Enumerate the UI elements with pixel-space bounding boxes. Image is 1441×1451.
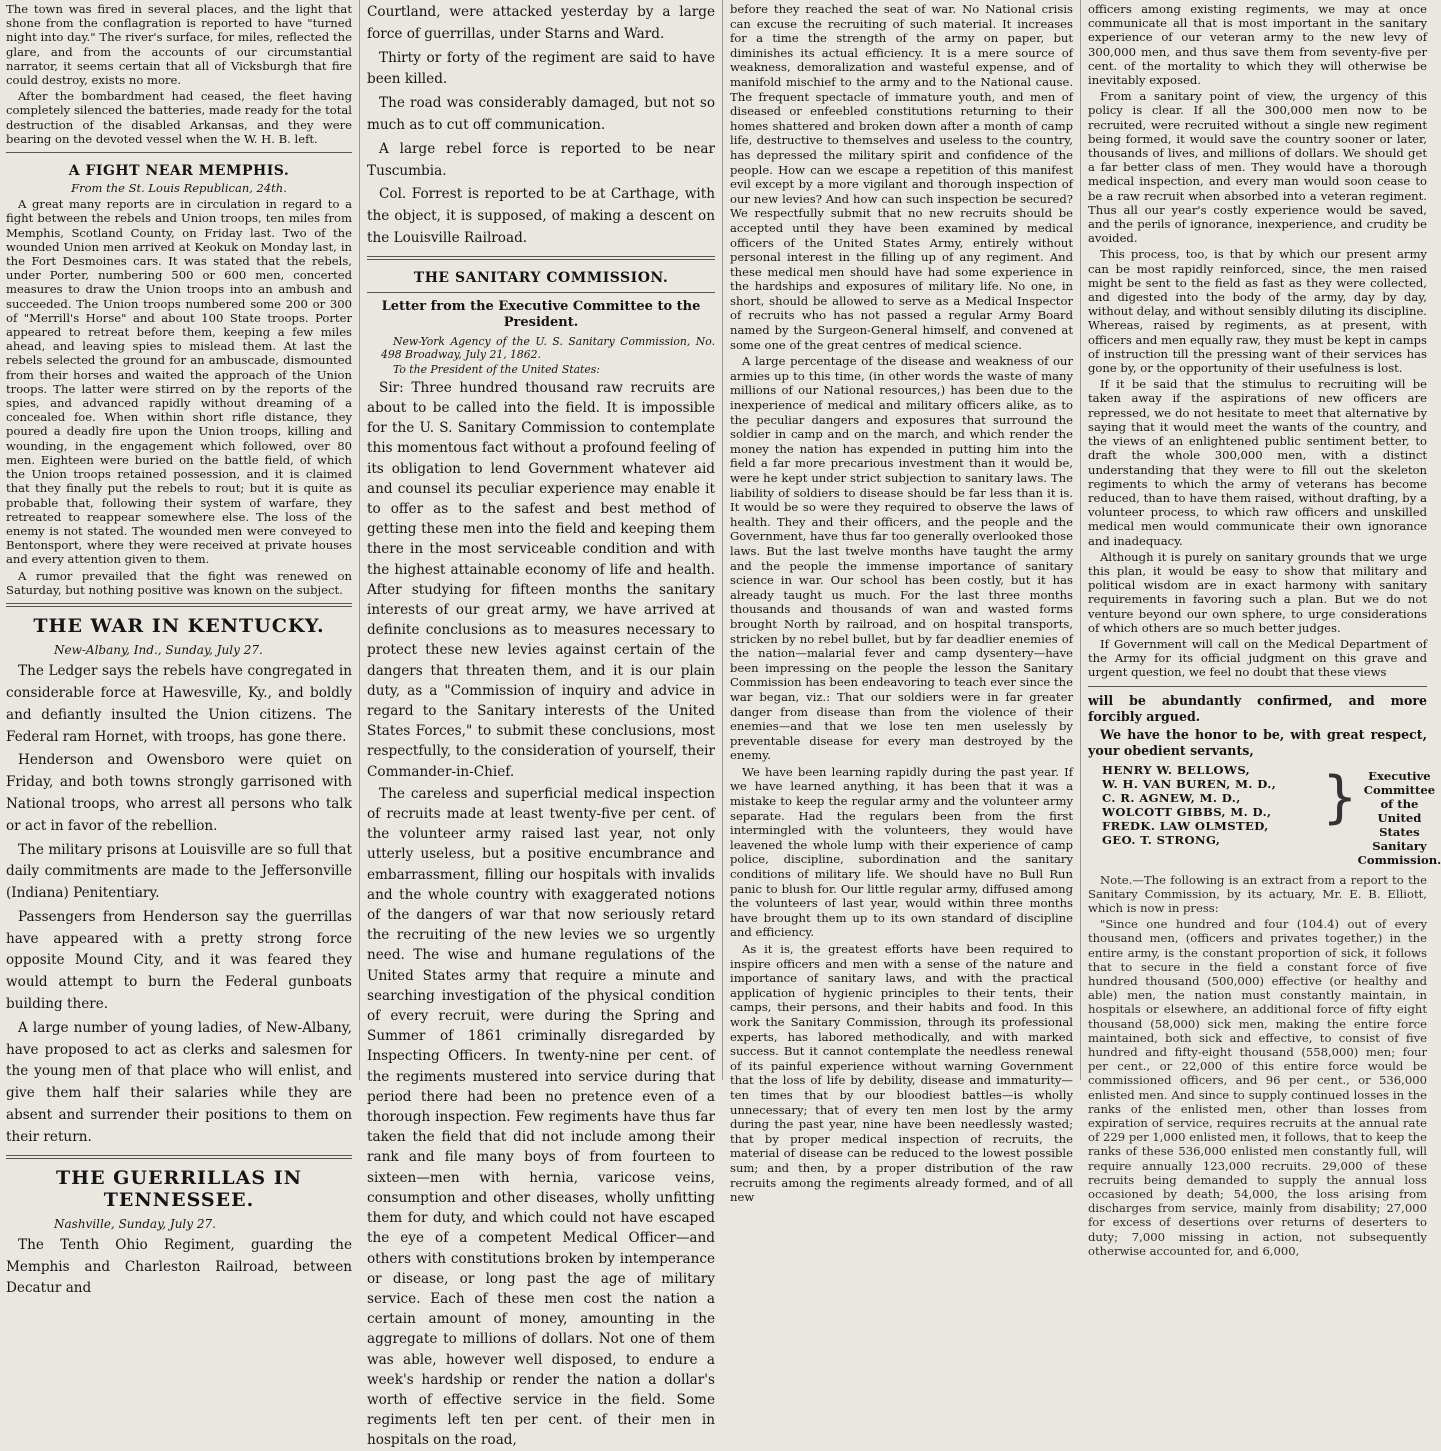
paragraph: before they reached the seat of war. No National crisis can excuse the recruiting of such material. It increases for a time the strength of the army on paper, but diminishes its actual efficiency. It is a mere source of weakness, demoralization and wasteful expense, and of manifold mischief to the army and to the National cause. The frequent spectacle of immature youth, and men of diseased or enfeebled constitutions returning to their homes shattered and broken down after a month of camp life, destructive to themselves and useless to the country, has depressed the military spirit and confidence of the people. How can we escape a repetition of this manifest evil except by a more vigilant and thorough inspection of our new levies? And how can such inspection be secured? We respectfully submit that no new recruits should be accepted until they have been examined by medical officers of the United States Army, entirely without personal interest in the filling up of any regiment. And these medical men should have had some experience in the hardships and exposures of military life. No one, in short, should be allowed to serve as a Medical Inspector of recruits who has not passed a regular Army Board named by the Surgeon-General himself, and convened at some one of the great centres of medical science. [730, 2, 1073, 352]
paragraph: If Government will call on the Medical Department of the Army for its official judgment on this grave and urgent question, we feel no doubt that these views [1088, 636, 1427, 680]
paragraph: The Ledger says the rebels have congregated in considerable force at Hawesville, Ky., and boldly and defiantly insulted the Union citizens. The Federal ram Hornet, with troops, has gone there. [6, 663, 352, 745]
signatory-list [1088, 763, 1322, 867]
signatory-name: FREDK. LAW OLMSTED, [1102, 818, 1269, 833]
column-rule [1080, 0, 1081, 1080]
paragraph: Sir: Three hundred thousand raw recruits are about to be called into the field. It is impossible for the U. S. Sanitary Commission to contemplate this momentous fact without a profound feeling of its obligation to lend Government whatever aid and counsel its peculiar experience may enable it to offer as to the safest and best method of getting these men into the field and keeping them there in the most serviceable condition and with the highest attainable economy of life and health. After studying for fifteen months the sanitary interests of our great army, we have arrived at definite conclusions as to measures necessary to protect these new levies against certain of the dangers that threaten them, and it is our plain duty, as a "Commission of inquiry and advice in regard to the Sanitary interests of the United States Forces," to submit these conclusions, most respectfully, to the consideration of yourself, their Commander-in-Chief. [367, 379, 715, 780]
divider [6, 152, 352, 153]
column-rule [359, 0, 360, 1080]
article-source: From the St. Louis Republican, 24th. [71, 181, 287, 196]
signatory-name: W. H. VAN BUREN, M. D., [1102, 776, 1277, 791]
paragraph: The careless and superficial medical inspection of recruits made at least twenty-five per cent. of the volunteer army raised last year, not only utterly useless, but a positive encumbrance and embarrassment, filling our hospitals with invalids and the whole country with exaggerated notions of the dangers of war that now seriously retard the recruiting of the new levies we so urgently need. The wise and humane regulations of the United States army that require a minute and searching investigation of the physical condition of every recruit, were during the Spring and Summer of 1861 criminally disregarded by Inspecting Officers. In twenty-nine per cent. of the regiments mustered into service during that period there had been no pretence even of a thorough inspection. Few regiments have thus far taken the field that did not include among their rank and file many boys of from fourteen to sixteen—men with hernia, varicose veins, consumption and other diseases, wholly unfitting them for duty, and which could not have escaped the eye of a competent Medical Officer—and others with constitutions broken by intemperance or disease, or long past the age of military service. Each of these men cost the nation a certain amount of money, amounting in the aggregate to millions of dollars. Not one of them was able, however well disposed, to endure a week's hardship or render the nation a dollar's worth of effective service in the field. Some regiments left ten per cent. of their men in hospitals on the road, [367, 785, 715, 1449]
paragraph: As it is, the greatest efforts have been required to inspire officers and men with a sense of the nature and importance of sanitary laws, and with the practical application of hygienic principles to their tents, their camps, their persons, and their habits and food. In this work the Sanitary Commission, through its professional experts, has labored methodically, and with marked success. But it cannot contemplate the needless renewal of its painful experience without warning Government that the loss of life by debility, disease and immaturity—ten times that by our bloodiest battles—is wholly unnecessary; that of every ten men lost by the army during the past year, nine have been needlessly wasted; that by proper medical inspection of recruits, the material of disease can be reduced to the lowest possible sum; and then, by a proper distribution of the raw recruits among the regiments already formed, and of all new [730, 942, 1073, 1205]
column-4 [1082, 0, 1441, 1258]
divider [367, 292, 715, 293]
paragraph: From a sanitary point of view, the urgency of this policy is clear. If all the 300,000 men now to be recruited, were recruited without a single new regiment being formed, it would save the country sooner or later, thousands of lives, and millions of dollars. We should get a far better class of men. They would have a thorough medical inspection, and every man would soon cease to be a raw recruit when absorbed into a veteran regiment. Thus all our year's costly experience would be saved, and the perils of ignorance, inexperience, and crudity be avoided. [1088, 89, 1427, 246]
column-rule [722, 0, 723, 1080]
signatory-name: GEO. T. STRONG, [1102, 832, 1221, 847]
paragraph: The Tenth Ohio Regiment, guarding the Memphis and Charleston Railroad, between Decatur and [6, 1236, 352, 1297]
paragraph: We have been learning rapidly during the past year. If we have learned anything, it has been that it was a mistake to keep the regular army and the volunteer army separate. Had the regulars been from the first intermingled with the volunteers, they would have leavened the whole lump with their experience of camp police, discipline, subordination and the sanitary conditions of military life. We should have no Bull Run panic to blush for. Our little regular army, diffused among the volunteers of last year, would within three months have brought them up to its own standard of discipline and efficiency. [730, 764, 1073, 940]
column-2 [361, 0, 721, 1449]
dateline: New-Albany, Ind., Sunday, July 27. [54, 642, 263, 657]
column-1 [0, 0, 358, 1297]
letter-recipient: To the President of the United States: [393, 362, 600, 376]
article-heading-memphis: A FIGHT NEAR MEMPHIS. [68, 163, 290, 180]
paragraph: Note.—The following is an extract from a report to the Sanitary Commission, by its actuary, Mr. E. B. Elliott, which is now in press: [1088, 872, 1427, 915]
column-3 [724, 0, 1079, 1205]
paragraph: Although it is purely on sanitary grounds that we urge this plan, it would be easy to show that military and political wisdom are in exact harmony with sanitary requirements in favoring such a plan. But we do not venture beyond our own sphere, to urge considerations of which others are so much better judges. [1088, 549, 1427, 635]
paragraph: officers among existing regiments, we may at once communicate all that is most important in the sanitary experience of our veteran army to the new levy of 300,000 men, and thus save them from seventy-five per cent. of the mortality to which they will otherwise be inevitably exposed. [1088, 2, 1427, 88]
paragraph: After the bombardment had ceased, the fleet having completely silenced the batteries, made ready for the total destruction of the disabled Arkansas, and they were bearing on the devoted vessel when the W. H. B. left. [6, 89, 352, 146]
closing-line: We have the honor to be, with great respect, your obedient servants, [1088, 726, 1427, 758]
letter-heading: Letter from the Executive Committee to the President. [381, 298, 701, 330]
divider [6, 603, 352, 607]
letter-address: New-York Agency of the U. S. Sanitary Commission, No. 498 Broadway, July 21, 1862. [381, 334, 715, 361]
paragraph: Passengers from Henderson say the guerrillas have appeared with a pretty strong force opposite Mound City, and it was feared they would attempt to burn the Federal gunboats building there. [6, 908, 352, 1013]
brace-glyph: } [1322, 764, 1358, 830]
divider [6, 1155, 352, 1159]
paragraph: A large rebel force is reported to be near Tuscumbia. [367, 140, 715, 179]
signatory-title: Executive Committee of the United States Sanitary Commission. [1357, 768, 1441, 867]
paragraph: "Since one hundred and four (104.4) out of every thousand men, (officers and privates together,) in the entire army, is the constant proportion of sick, it follows that to secure in the field a constant force of five hundred thousand (500,000) effective (or healthy and able) men, the nation must constantly maintain, in hospitals or elsewhere, an additional force of fifty eight thousand (58,000) sick men, making the entire force maintained, both sick and effective, to consist of five hundred and fifty-eight thousand (558,000) men; four per cent., or 22,000 of this entire force would be commissioned officers, and 96 per cent., or 536,000 enlisted men. And since to supply continued losses in the ranks of the enlisted men, other than losses from expiration of service, requires recruits at the annual rate of 229 per 1,000 enlisted men, it follows, that to keep the ranks of these 536,000 enlisted men constantly full, will require annually 123,000 recruits. 29,000 of these recruits being demanded to supply the annual loss occasioned by death; 54,000, the loss arising from discharges from service, mainly from disability; 27,000 for excess of desertions over returns of deserters to duty; 7,000 missing in action, not subsequently otherwise accounted for, and 6,000, [1088, 917, 1427, 1258]
paragraph: This process, too, is that by which our present army can be most rapidly reinforced, since, the men raised might be sent to the field as fast as they were collected, and digested into the body of the army, day by day, without delay, and without sensibly diluting its discipline. Whereas, raised by regiments, as at present, with officers and men equally raw, they must be kept in camps of instruction till the pressing want of their services has gone by, or the opportunity of their usefulness is lost. [1088, 247, 1427, 376]
paragraph: A large number of young ladies, of New-Albany, have proposed to act as clerks and salesmen for the young men of that place who will enlist, and give them half their salaries while they are absent and surrender their positions to them on their return. [6, 1019, 352, 1145]
closing-line: will be abundantly confirmed, and more forcibly argued. [1088, 692, 1427, 724]
signature-block [1088, 762, 1441, 867]
article-heading-sanitary: THE SANITARY COMMISSION. [413, 269, 669, 286]
article-heading-kentucky: THE WAR IN KENTUCKY. [33, 614, 325, 637]
paragraph: Thirty or forty of the regiment are said to have been killed. [367, 49, 715, 88]
paragraph: Courtland, were attacked yesterday by a large force of guerrillas, under Starns and Ward. [367, 4, 715, 42]
article-heading-tennessee: THE GUERRILLAS IN TENNESSEE. [56, 1166, 302, 1211]
signatory-name: C. R. AGNEW, M. D., [1102, 790, 1241, 805]
paragraph: The town was fired in several places, and the light that shone from the conflagration is reported to have "turned night into day." The river's surface, for miles, reflected the glare, and from the accounts of our circumstantial narrator, it seems certain that all of Vicksburgh that fire could destroy, exists no more. [6, 2, 352, 88]
dateline: Nashville, Sunday, July 27. [54, 1216, 216, 1231]
paragraph: A rumor prevailed that the fight was renewed on Saturday, but nothing positive was known on the subject. [6, 568, 352, 597]
paragraph: A large percentage of the disease and weakness of our armies up to this time, (in other words the waste of many millions of our National resources,) has been due to the inexperience of medical and military officers alike, as to the peculiar dangers and exposures that surround the soldier in camp and on the march, and which render the money the nation has expended in putting him into the field a far more precarious investment than it would be, were he kept under strict subjection to sanitary laws. The liability of soldiers to disease should be far less than it is. It would be so were they required to observe the laws of health. They and their officers, and the people and the Government, have thus far too generally overlooked those laws. But the last twelve months have taught the army and the people the immense importance of sanitary science in war. Our school has been costly, but it has already taught us much. For the last three months thousands and thousands of wan and wasted forms brought North by railroad, and on hospital transports, stricken by no rebel bullet, but by far deadlier enemies of the nation—malarial fever and camp dysentery—have been impressing on the people the lesson the Sanitary Commission has been endeavoring to teach ever since the war began, viz.: That our soldiers were in far greater danger from disease than from the violence of their enemies—and that we lose ten men uselessly by preventable disease for every man destroyed by the enemy. [730, 354, 1073, 763]
divider [1088, 686, 1427, 687]
paragraph: The military prisons at Louisville are so full that daily commitments are made to the Jeffersonville (Indiana) Penitentiary. [6, 841, 352, 902]
signatory-name: WOLCOTT GIBBS, M. D., [1102, 804, 1272, 819]
paragraph: The road was considerably damaged, but not so much as to cut off communication. [367, 95, 715, 133]
divider [367, 256, 715, 260]
paragraph: If it be said that the stimulus to recruiting will be taken away if the aspirations of new officers are repressed, we do not hesitate to meet that alternative by saying that it would meet the wants of the country, and the views of an enlightened public sentiment better, to draft the whole 300,000 men, with a distinct understanding that they were to fill out the skeleton regiments to which the army of veterans has become reduced, than to have them raised, without drafting, by a volunteer process, to which raw officers and unskilled medical men would communicate their own ignorance and inadequacy. [1088, 377, 1427, 548]
paragraph: Col. Forrest is reported to be at Carthage, with the object, it is supposed, of making a descent on the Louisville Railroad. [367, 186, 715, 246]
paragraph: A great many reports are in circulation in regard to a fight between the rebels and Union troops, ten miles from Memphis, Scotland County, on Friday last. Two of the wounded Union men arrived at Keokuk on Monday last, in the Fort Desmoines cars. It was stated that the rebels, under Porter, numbering 500 or 600 men, concerted measures to draw the Union troops into an ambush and succeeded. The Union troops numbered some 200 or 300 of "Merrill's Horse" and about 100 State troops. Porter appeared to retreat before them, keeping a few miles ahead, and leaving spies to mislead them. At last the rebels selected the ground for an ambuscade, dismounted from their horses and waited the approach of the Union troops. The latter were stirred on by the reports of the spies, and advanced rapidly without dreaming of a concealed foe. When within short rifle distance, they poured a deadly fire upon the Union troops, killing and wounding, in the engagement which followed, over 80 men. Eighteen were buried on the battle field, of which the Union troops retained possession, and it is claimed that they finally put the rebels to rout; but it is quite as probable that, following their system of warfare, they retreated to reappear somewhere else. The loss of the enemy is not stated. The wounded men were conveyed to Bentonsport, where they were received at private houses and every attention given to them. [6, 197, 352, 567]
paragraph: Henderson and Owensboro were quiet on Friday, and both towns strongly garrisoned with National troops, who arrest all persons who talk or act in favor of the rebellion. [6, 752, 352, 834]
signatory-name: HENRY W. BELLOWS, [1102, 762, 1251, 777]
